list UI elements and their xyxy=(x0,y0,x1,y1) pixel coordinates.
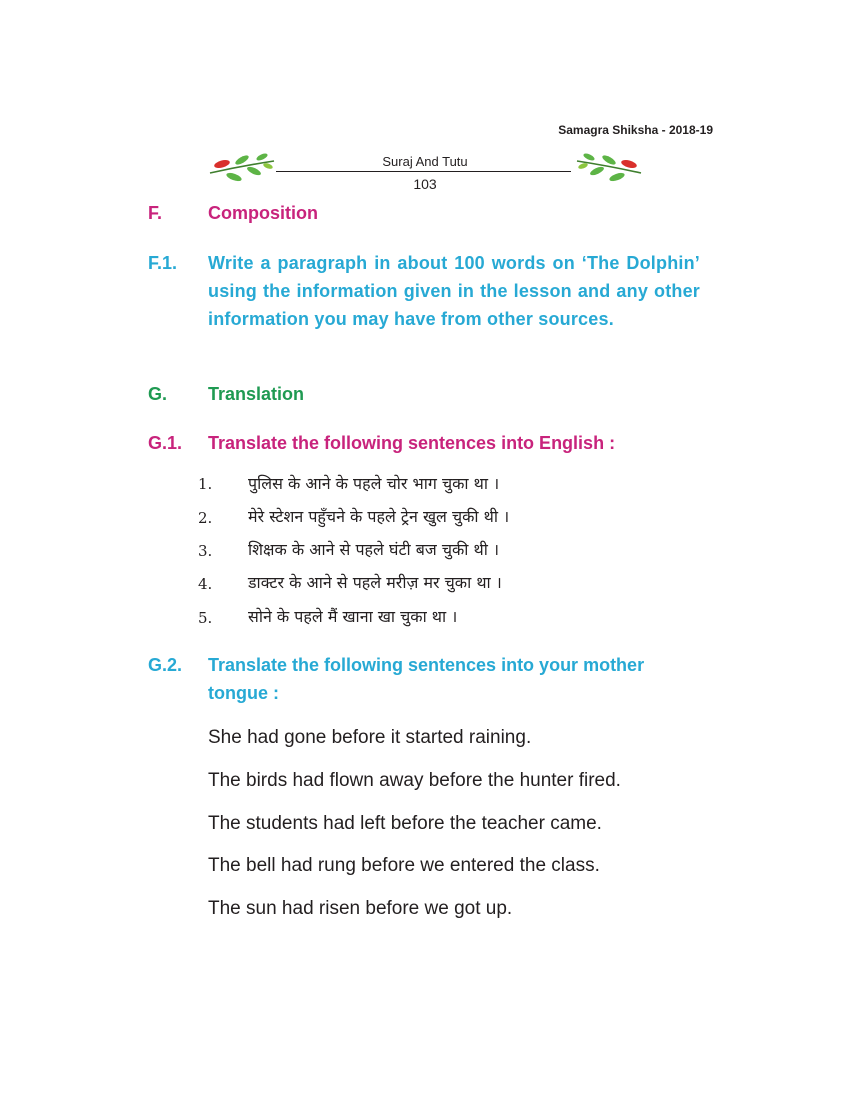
list-item-number: 3. xyxy=(198,542,213,560)
section-title-translation: Translation xyxy=(208,384,305,404)
header-rule xyxy=(276,171,571,172)
question-label-g2: G.2. xyxy=(148,655,183,675)
sentence-item: The students had left before the teacher came. xyxy=(208,813,602,834)
section-label-f: F. xyxy=(148,203,163,223)
question-label-g1: G.1. xyxy=(148,433,183,453)
page-number: 103 xyxy=(413,176,437,192)
list-item-hindi: पुलिस के आने के पहले चोर भाग चुका था । xyxy=(248,474,500,493)
list-item-number: 5. xyxy=(198,609,213,627)
list-item-hindi: शिक्षक के आने से पहले घंटी बज चुकी थी । xyxy=(248,540,500,559)
question-text-f1: Write a paragraph in about 100 words on ‘The Dolphin’ using the information given in the lesson and any other information you may have from other sources. xyxy=(208,253,700,329)
list-item-hindi: डाक्टर के आने से पहले मरीज़ मर चुका था । xyxy=(248,573,502,592)
list-item-number: 2. xyxy=(198,509,213,527)
question-title-g1: Translate the following sentences into English : xyxy=(208,433,616,453)
question-title-g2-line1: Translate the following sentences into your mother xyxy=(208,655,645,675)
sentence-item: The sun had risen before we got up. xyxy=(208,898,513,919)
list-item-number: 1. xyxy=(198,475,213,493)
chapter-title: Suraj And Tutu xyxy=(382,154,468,169)
sentence-item: The bell had rung before we entered the class. xyxy=(208,855,600,876)
sentence-item: She had gone before it started raining. xyxy=(208,727,532,748)
question-title-g2-line2: tongue : xyxy=(208,683,279,703)
sentence-item: The birds had flown away before the hunter fired. xyxy=(208,770,621,791)
section-title-composition: Composition xyxy=(208,203,318,223)
list-item-number: 4. xyxy=(198,575,213,593)
section-label-g: G. xyxy=(148,384,168,404)
question-label-f1: F.1. xyxy=(148,253,178,273)
list-item-hindi: सोने के पहले मैं खाना खा चुका था । xyxy=(248,607,458,626)
list-item-hindi: मेरे स्टेशन पहुँचने के पहले ट्रेन खुल चुकी थी । xyxy=(248,507,510,526)
series-title: Samagra Shiksha - 2018-19 xyxy=(558,123,713,137)
